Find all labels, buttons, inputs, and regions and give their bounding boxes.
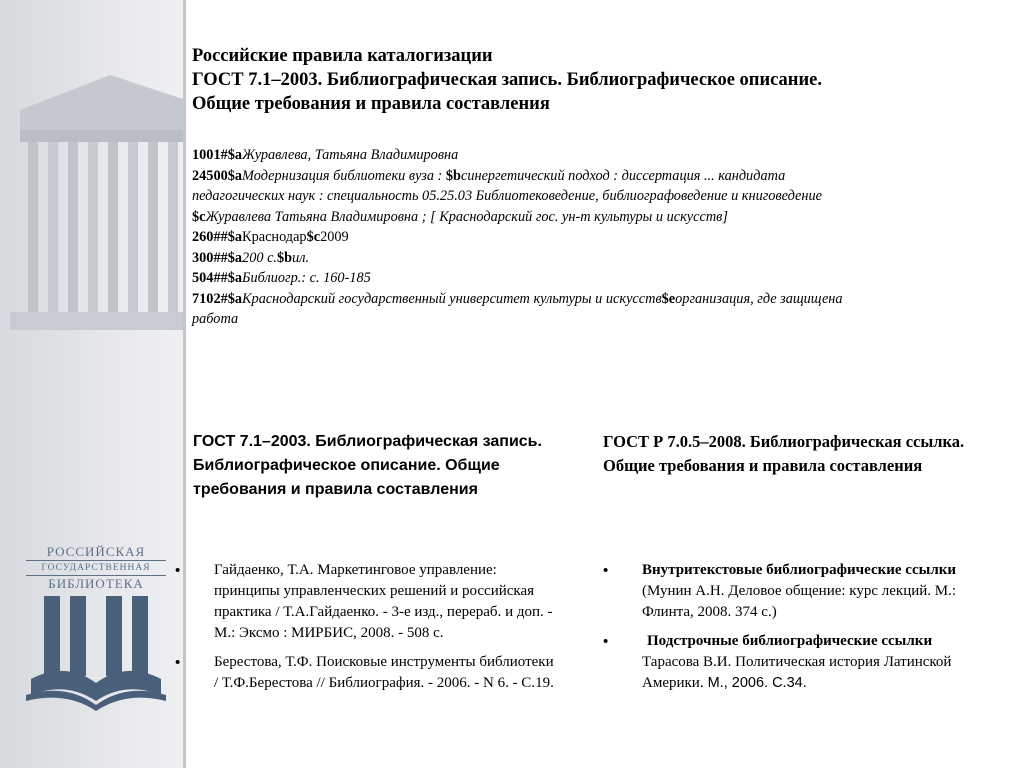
- left-bullet-list: [175, 560, 555, 702]
- marc-field-245-cont: педагогических наук : специальность 05.25.03 Библиотековедение, библиографоведение и книговедение: [192, 188, 822, 204]
- marc-field-710: 7102#$aКраснодарский государственный университет культуры и искусств$eорганизация, где защищена: [192, 290, 843, 307]
- marc-field-260: 260##$aКраснодар$c2009: [192, 229, 349, 245]
- right-bullet-list: [603, 560, 1003, 702]
- list-item-text: Тарасова В.И. Политическая история Латинской Америки.: [642, 654, 952, 691]
- bullet-icon: •: [603, 562, 609, 579]
- list-item: [175, 560, 555, 644]
- logo-line3: БИБЛИОТЕКА: [48, 576, 144, 591]
- title-line2: ГОСТ 7.1–2003. Библиографическая запись. Библиографическое описание.: [192, 70, 822, 90]
- bullet-icon: •: [175, 654, 181, 671]
- list-item: [603, 560, 1003, 623]
- list-item-text: Гайдаенко, Т.А. Маркетинговое управление: принципы управленческих решений и российская практика / Т.А.Гайдаенко. - 3-е изд., перераб. и доп. - М.: Эксмо : МИРБИС, 2008. - 508 с.: [214, 562, 553, 641]
- list-item-title: Подстрочные библиографические ссылки: [647, 633, 933, 649]
- marc-field-245: 24500$aМодернизация библиотеки вуза : $bсинергетический подход : диссертация ... кандидата: [192, 167, 786, 184]
- list-item-title: Внутритекстовые библиографические ссылки: [642, 562, 957, 578]
- marc-field-100: 1001#$aЖуравлева, Татьяна Владимировна: [192, 147, 459, 163]
- page-title: [192, 44, 992, 116]
- right-column-title: ГОСТ Р 7.0.5–2008. Библиографическая ссылка. Общие требования и правила составления: [603, 432, 965, 475]
- rsl-logo: [26, 545, 166, 716]
- list-item-text: Берестова, Т.Ф. Поисковые инструменты библиотеки / Т.Ф.Берестова // Библиография. - 2006. - N 6. - С.19.: [214, 654, 554, 691]
- list-item: [603, 631, 1003, 694]
- list-item-text: (Мунин А.Н. Деловое общение: курс лекций. М.: Флинта, 2008. 374 с.): [642, 583, 957, 620]
- bullet-icon: •: [603, 633, 609, 650]
- building-image: [0, 70, 186, 330]
- side-band: [0, 0, 186, 768]
- logo-line1: РОССИЙСКАЯ: [46, 544, 146, 559]
- title-line1: Российские правила каталогизации: [192, 46, 493, 66]
- left-column-title: ГОСТ 7.1–2003. Библиографическая запись. Библиографическое описание. Общие требования и правила составления: [193, 433, 542, 498]
- logo-line2: ГОСУДАРСТВЕННАЯ: [26, 560, 166, 576]
- marc-record: [192, 145, 992, 330]
- list-item-tail: М., 2006. С.34.: [703, 675, 807, 691]
- marc-field-300: 300##$a200 с.$bил.: [192, 249, 310, 266]
- list-item: [175, 652, 555, 694]
- marc-field-245-c: $cЖуравлева Татьяна Владимировна ; [ Краснодарский гос. ун-т культуры и искусств]: [192, 208, 728, 225]
- marc-field-504: 504##$aБиблиогр.: с. 160-185: [192, 270, 371, 286]
- title-line3: Общие требования и правила составления: [192, 94, 550, 114]
- logo-book-icon: [26, 591, 166, 711]
- marc-field-710-cont: работа: [192, 311, 239, 327]
- bullet-icon: •: [175, 562, 181, 579]
